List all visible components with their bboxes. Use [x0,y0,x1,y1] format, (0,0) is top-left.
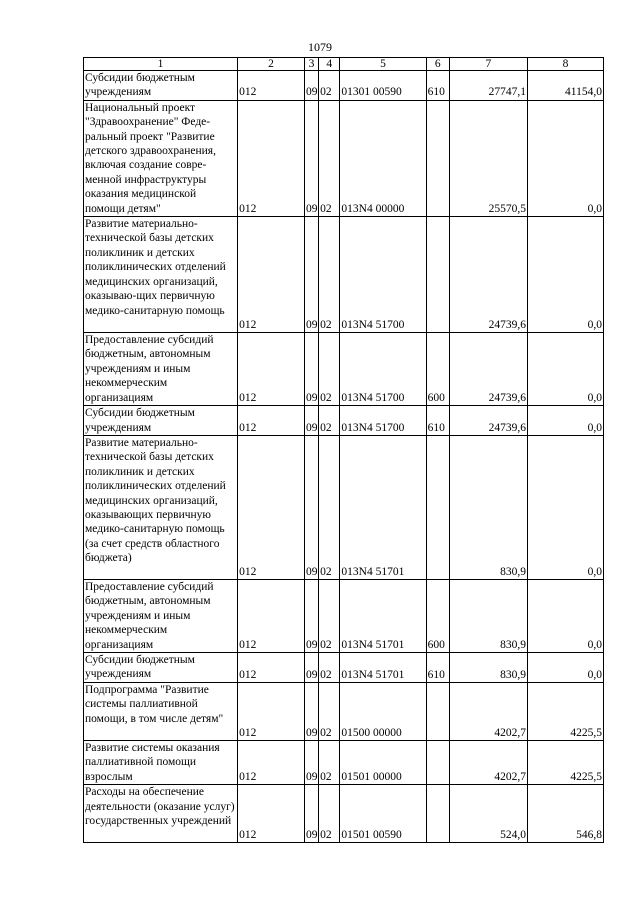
row-code-target: 01301 00590 [340,71,426,101]
row-code-ministry: 012 [238,785,305,843]
row-code-section: 09 [304,100,318,216]
row-amount-year1: 4202,7 [449,740,527,784]
row-code-subsection: 02 [319,406,340,436]
row-code-expense-type: 610 [426,406,449,436]
row-code-section: 09 [304,785,318,843]
row-amount-year2: 0,0 [527,217,603,333]
page-number: 1079 [308,40,332,54]
row-code-target: 01500 00000 [340,682,426,740]
row-amount-year2: 0,0 [527,333,603,406]
row-code-section: 09 [304,435,318,579]
row-code-target: 01501 00000 [340,740,426,784]
row-code-target: 013N4 00000 [340,100,426,216]
row-description: Предоставление субсидий бюджетным, автономным учреждениям и иным некоммерческим организациям [84,579,238,652]
column-header: 6 [426,58,449,71]
row-code-expense-type: 610 [426,652,449,682]
table-row [84,785,604,843]
row-amount-year1: 24739,6 [449,406,527,436]
table-row [84,333,604,406]
row-code-section: 09 [304,579,318,652]
column-header: 7 [449,58,527,71]
row-code-section: 09 [304,406,318,436]
header-row [84,58,604,71]
row-code-subsection: 02 [319,217,340,333]
column-header: 8 [527,58,603,71]
row-amount-year2: 4225,5 [527,740,603,784]
row-amount-year2: 546,8 [527,785,603,843]
row-code-target: 01501 00590 [340,785,426,843]
row-amount-year2: 0,0 [527,652,603,682]
row-code-ministry: 012 [238,435,305,579]
row-amount-year1: 4202,7 [449,682,527,740]
column-header: 1 [84,58,238,71]
row-code-ministry: 012 [238,71,305,101]
row-description: Предоставление субсидий бюджетным, автономным учреждениям и иным некоммерческим организациям [84,333,238,406]
row-code-ministry: 012 [238,740,305,784]
column-header: 3 [304,58,318,71]
row-amount-year1: 24739,6 [449,333,527,406]
row-amount-year1: 830,9 [449,652,527,682]
row-code-section: 09 [304,333,318,406]
table-row [84,406,604,436]
row-code-ministry: 012 [238,406,305,436]
row-description: Расходы на обеспечение деятельности (оказание услуг) государственных учреждений [84,785,238,843]
row-amount-year1: 25570,5 [449,100,527,216]
row-code-section: 09 [304,217,318,333]
row-code-expense-type [426,435,449,579]
row-description: Субсидии бюджетным учреждениям [84,652,238,682]
row-amount-year2: 0,0 [527,100,603,216]
budget-table [83,57,604,843]
table-row [84,217,604,333]
row-description: Развитие материально-технической базы детских поликлиник и детских поликлинических отделений медицинских организаций, оказывающих первичную медико-санитарную помощь (за счет средств областного бюджета) [84,435,238,579]
row-description: Развитие материально-технической базы детских поликлиник и детских поликлинических отделений медицинских организаций, оказываю-щих первичную медико-санитарную помощь [84,217,238,333]
row-code-ministry: 012 [238,652,305,682]
table-row [84,579,604,652]
row-description: Подпрограмма "Развитие системы паллиативной помощи, в том числе детям" [84,682,238,740]
row-amount-year2: 41154,0 [527,71,603,101]
row-code-expense-type [426,740,449,784]
row-code-section: 09 [304,652,318,682]
row-code-expense-type: 600 [426,579,449,652]
row-code-ministry: 012 [238,579,305,652]
row-code-subsection: 02 [319,785,340,843]
row-amount-year1: 830,9 [449,435,527,579]
table-row [84,100,604,216]
row-code-ministry: 012 [238,100,305,216]
row-description: Субсидии бюджетным учреждениям [84,71,238,101]
row-amount-year1: 27747,1 [449,71,527,101]
row-code-subsection: 02 [319,71,340,101]
row-amount-year2: 0,0 [527,435,603,579]
row-code-target: 013N4 51701 [340,652,426,682]
row-code-subsection: 02 [319,435,340,579]
row-code-expense-type: 610 [426,71,449,101]
table-row [84,435,604,579]
row-code-target: 013N4 51701 [340,579,426,652]
row-code-expense-type [426,785,449,843]
row-code-subsection: 02 [319,100,340,216]
row-code-expense-type: 600 [426,333,449,406]
row-code-section: 09 [304,740,318,784]
row-code-section: 09 [304,682,318,740]
row-description: Развитие системы оказания паллиативной помощи взрослым [84,740,238,784]
row-amount-year2: 0,0 [527,406,603,436]
row-code-target: 013N4 51701 [340,435,426,579]
row-description: Субсидии бюджетным учреждениям [84,406,238,436]
row-code-subsection: 02 [319,333,340,406]
row-amount-year1: 24739,6 [449,217,527,333]
row-code-ministry: 012 [238,217,305,333]
row-amount-year2: 0,0 [527,579,603,652]
row-code-ministry: 012 [238,333,305,406]
row-code-subsection: 02 [319,579,340,652]
row-code-subsection: 02 [319,652,340,682]
row-code-expense-type [426,100,449,216]
row-code-subsection: 02 [319,740,340,784]
row-code-subsection: 02 [319,682,340,740]
row-amount-year1: 524,0 [449,785,527,843]
row-code-target: 013N4 51700 [340,333,426,406]
column-header: 4 [319,58,340,71]
row-code-ministry: 012 [238,682,305,740]
table-row [84,71,604,101]
table-row [84,682,604,740]
row-amount-year2: 4225,5 [527,682,603,740]
row-code-section: 09 [304,71,318,101]
row-code-target: 013N4 51700 [340,406,426,436]
row-code-expense-type [426,682,449,740]
row-amount-year1: 830,9 [449,579,527,652]
column-header: 5 [340,58,426,71]
row-description: Национальный проект "Здравоохранение" Феде-ральный проект "Развитие детского здравоохранения, включая создание совре-менной инфраструктуры оказания медицинской помощи детям" [84,100,238,216]
row-code-target: 013N4 51700 [340,217,426,333]
table-row [84,740,604,784]
table-row [84,652,604,682]
column-header: 2 [238,58,305,71]
row-code-expense-type [426,217,449,333]
